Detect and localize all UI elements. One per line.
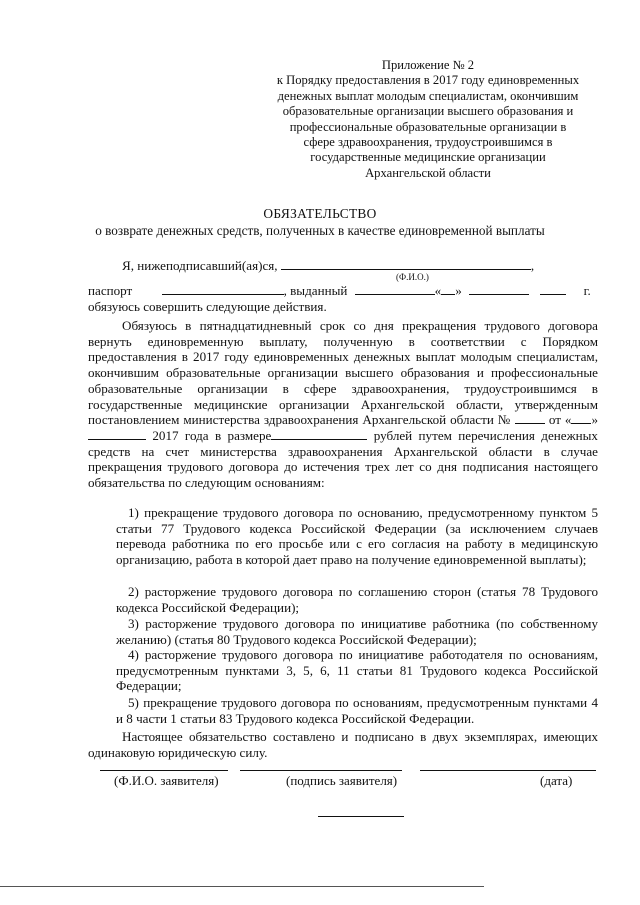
main-paragraph-text: Обязуюсь в пятнадцатидневный срок со дня прекращения трудового договора вернуть единовременную выплату, полученную в соответствии с Порядком предоставления в 2017 году единовременных денежных выплат молодым специалистам, окончившим образовательные организации высшего образования и профессиональные образовательные организации в сфере здравоохранения, трудоустроившимся в государственные медицинские организации Архангельской области, утвержденным постановлением министерства здравоохранения Архангельской области № — [88, 318, 598, 428]
document-title: ОБЯЗАТЕЛЬСТВО — [263, 206, 377, 221]
passport-blank — [162, 283, 284, 295]
fio-signature-label: (Ф.И.О. заявителя) — [114, 773, 219, 788]
intro-line-name: Я, нижеподписавший(ая)ся, , — [122, 258, 535, 273]
end-rule — [318, 816, 404, 817]
main-paragraph — [88, 318, 598, 491]
year-suffix: г. — [583, 283, 591, 298]
ground-item: 4) расторжение трудового договора по инициативе работодателя по основаниям, предусмотренным пунктами 3, 5, 6, 11 статьи 81 Трудового кодекса Российской Федерации; — [116, 647, 598, 694]
fio-signature-line — [100, 770, 228, 771]
signature-line — [240, 770, 402, 771]
date-label: (дата) — [540, 773, 573, 788]
day-blank — [441, 283, 455, 295]
quote-close: » — [455, 283, 462, 298]
appendix-line: денежных выплат молодым специалистам, окончившим — [277, 88, 579, 103]
amount-label: размере — [227, 427, 272, 443]
appendix-line: Архангельской области — [365, 165, 491, 180]
appendix-line: к Порядку предоставления в 2017 году единовременных — [276, 73, 580, 88]
appendix-block — [268, 58, 588, 181]
decree-day-blank — [571, 412, 591, 424]
appendix-title: Приложение № 2 — [381, 58, 475, 72]
main-paragraph-rest: рублей путем перечисления денежных средств на счет министерства здравоохранения Архангельской области в случае прекращения трудового договора до истечения трех лет со дня подписания настоящего обязательства по следующим основаниям: — [88, 427, 598, 491]
year-blank — [540, 283, 566, 295]
fio-blank — [281, 258, 531, 270]
issuer-blank — [355, 283, 435, 295]
decree-number-blank — [515, 412, 545, 424]
ground-item: 5) прекращение трудового договора по основаниям, предусмотренным пунктами 4 и 8 части 1 статьи 83 Трудового кодекса Российской Федерации. — [116, 695, 598, 726]
ground-item: 2) расторжение трудового договора по соглашению сторон (статья 78 Трудового кодекса Российской Федерации); — [116, 584, 598, 615]
decree-month-blank — [88, 428, 146, 440]
month-blank — [469, 283, 529, 295]
passport-label: паспорт — [88, 283, 133, 298]
signature-label: (подпись заявителя) — [286, 773, 398, 788]
appendix-line: профессиональные образовательные организации в — [289, 119, 567, 134]
amount-blank — [271, 428, 367, 440]
issued-label: , выданный — [283, 283, 348, 298]
ground-item: 3) расторжение трудового договора по инициативе работника (по собственному желанию) (статья 80 Трудового кодекса Российской Федерации); — [116, 616, 598, 647]
page-bottom-rule — [0, 886, 484, 887]
appendix-line: государственные медицинские организации — [310, 150, 546, 165]
decree-date-ot: от « — [548, 412, 572, 428]
i-signed-label: Я, нижеподписавший(ая)ся, — [122, 258, 278, 273]
closing-paragraph: Настоящее обязательство составлено и подписано в двух экземплярах, имеющих одинаковую юридическую силу. — [88, 729, 598, 760]
appendix-line: образовательные организации высшего образования и — [282, 104, 574, 119]
decree-date-close: » — [591, 412, 598, 428]
ground-item: 1) прекращение трудового договора по основанию, предусмотренному пунктом 5 статьи 77 Трудового кодекса Российской Федерации (за исключением случаев перевода работника по его просьбе или с его согласия на работу в медицинскую организацию, работа в которой дает право на получение единовременной выплаты); — [116, 505, 598, 568]
obligation-line: обязуюсь совершить следующие действия. — [88, 299, 327, 314]
appendix-line: сфере здравоохранения, трудоустроившимся в — [303, 135, 553, 150]
date-signature-line — [420, 770, 596, 771]
decree-year: 2017 года в — [152, 427, 222, 443]
fio-caption: (Ф.И.О.) — [396, 272, 429, 282]
intro-line-passport — [88, 283, 598, 299]
quote-open: « — [434, 283, 442, 298]
document-subtitle: о возврате денежных средств, полученных в качестве единовременной выплаты — [95, 223, 545, 238]
